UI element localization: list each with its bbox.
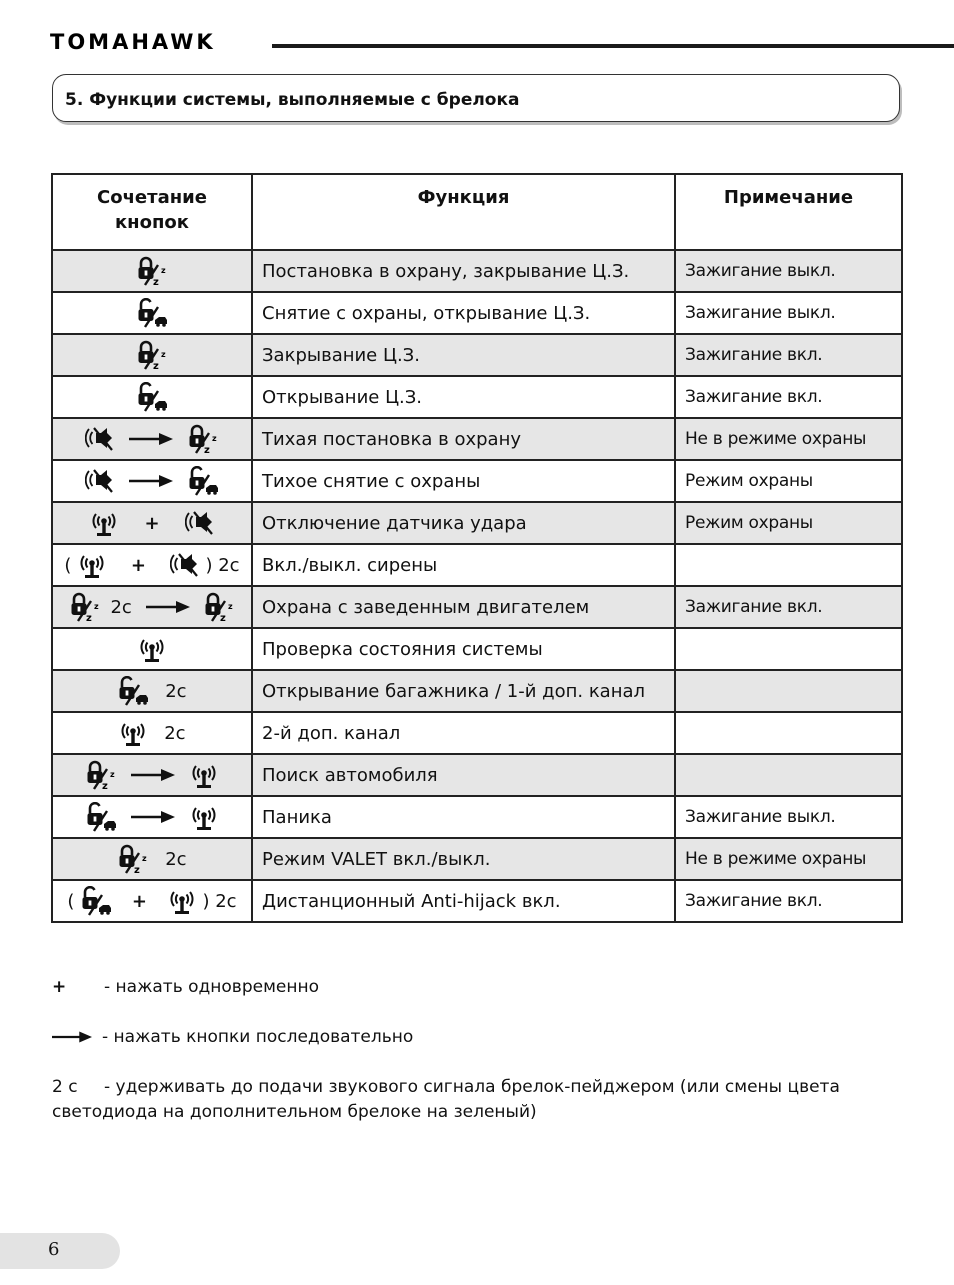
function-cell: Снятие с охраны, открывание Ц.З. [252, 292, 675, 334]
legend-hold-symbol: 2 с [52, 1077, 78, 1097]
note-cell: Зажигание выкл. [675, 796, 902, 838]
combo-cell [52, 838, 252, 880]
arrow-right-icon [129, 432, 173, 446]
header-combo: Сочетание кнопок [52, 174, 252, 250]
unlock-icon [85, 802, 117, 832]
unlock-icon [136, 382, 168, 412]
hold-label: 2с [110, 596, 132, 618]
antenna-icon [137, 634, 167, 664]
function-cell: Отключение датчика удара [252, 502, 675, 544]
hold-label: ) 2с [202, 890, 237, 912]
note-cell [675, 628, 902, 670]
note-cell: Зажигание вкл. [675, 376, 902, 418]
table-row [52, 376, 902, 418]
combo-cell [52, 586, 252, 628]
note-cell: Зажигание вкл. [675, 586, 902, 628]
plus-sign: + [131, 890, 148, 912]
lock-icon [136, 340, 168, 370]
unlock-icon [80, 886, 112, 916]
section-title: 5. Функции системы, выполняемые с брелока [65, 90, 520, 110]
note-cell [675, 670, 902, 712]
table-row [52, 628, 902, 670]
note-cell: Не в режиме охраны [675, 418, 902, 460]
function-cell: Дистанционный Anti-hijack вкл. [252, 880, 675, 922]
table-row [52, 418, 902, 460]
antenna-icon [167, 886, 197, 916]
function-cell: Проверка состояния системы [252, 628, 675, 670]
function-cell: Вкл./выкл. сирены [252, 544, 675, 586]
arrow-right-icon [131, 768, 175, 782]
lock-icon [136, 256, 168, 286]
legend-arrow [52, 1027, 413, 1047]
function-cell: Постановка в охрану, закрывание Ц.З. [252, 250, 675, 292]
legend-plus-text: - нажать одновременно [104, 977, 319, 997]
function-cell: Поиск автомобиля [252, 754, 675, 796]
lock-icon [187, 424, 219, 454]
combo-cell [52, 418, 252, 460]
combo-cell [52, 376, 252, 418]
plus-sign: + [144, 512, 160, 534]
mute-icon [85, 424, 115, 454]
table-row [52, 334, 902, 376]
note-cell: Зажигание вкл. [675, 880, 902, 922]
plus-sign: + [130, 554, 147, 576]
lock-icon [203, 592, 235, 622]
mute-icon [85, 466, 115, 496]
note-cell: Не в режиме охраны [675, 838, 902, 880]
function-cell: Охрана с заведенным двигателем [252, 586, 675, 628]
note-cell: Зажигание вкл. [675, 334, 902, 376]
combo-cell [52, 796, 252, 838]
open-paren: ( [64, 554, 72, 576]
table-row [52, 754, 902, 796]
antenna-icon [189, 802, 219, 832]
open-paren: ( [67, 890, 75, 912]
section-box [52, 74, 900, 122]
table-row [52, 460, 902, 502]
table-row [52, 670, 902, 712]
function-cell: Тихая постановка в охрану [252, 418, 675, 460]
function-cell: 2-й доп. канал [252, 712, 675, 754]
note-cell [675, 754, 902, 796]
combo-cell [52, 670, 252, 712]
mute-icon [170, 550, 200, 580]
legend-hold-text: - удерживать до подачи звукового сигнала брелок-пейджером (или смены цвета светодиода на дополнительном брелоке на зеленый) [52, 1077, 840, 1122]
combo-cell [52, 544, 252, 586]
function-cell: Режим VALET вкл./выкл. [252, 838, 675, 880]
note-cell: Режим охраны [675, 502, 902, 544]
combo-cell [52, 880, 252, 922]
unlock-icon [187, 466, 219, 496]
lock-icon [117, 844, 149, 874]
arrow-right-icon [52, 1030, 92, 1044]
table-row [52, 880, 902, 922]
combo-cell [52, 628, 252, 670]
brand-logo: TOMAHAWK [50, 30, 216, 54]
legend-plus [52, 977, 319, 997]
legend-plus-symbol: + [52, 977, 67, 997]
combo-cell [52, 250, 252, 292]
antenna-icon [89, 508, 119, 538]
header-rule [272, 44, 954, 48]
function-cell: Тихое снятие с охраны [252, 460, 675, 502]
mute-icon [185, 508, 215, 538]
arrow-right-icon [129, 474, 173, 488]
header-function: Функция [252, 174, 675, 250]
table-row [52, 292, 902, 334]
table-row [52, 712, 902, 754]
function-cell: Открывание багажника / 1-й доп. канал [252, 670, 675, 712]
table-row [52, 250, 902, 292]
antenna-icon [77, 550, 107, 580]
page-number-tab [0, 1233, 120, 1269]
note-cell [675, 544, 902, 586]
combo-cell [52, 292, 252, 334]
hold-label: 2с [165, 680, 187, 702]
unlock-icon [117, 676, 149, 706]
table-row [52, 502, 902, 544]
hold-label: 2с [164, 722, 186, 744]
combo-cell [52, 754, 252, 796]
legend-arrow-text: - нажать кнопки последовательно [102, 1027, 414, 1047]
hold-label: 2с [165, 848, 187, 870]
functions-table [51, 173, 903, 923]
table-header-row [52, 174, 902, 250]
lock-icon [85, 760, 117, 790]
combo-cell [52, 502, 252, 544]
table-row [52, 796, 902, 838]
page-number: 6 [48, 1239, 60, 1260]
note-cell: Режим охраны [675, 460, 902, 502]
note-cell [675, 712, 902, 754]
antenna-icon [189, 760, 219, 790]
lock-icon [69, 592, 101, 622]
function-cell: Закрывание Ц.З. [252, 334, 675, 376]
table-row [52, 586, 902, 628]
hold-label: ) 2с [205, 554, 240, 576]
note-cell: Зажигание выкл. [675, 292, 902, 334]
note-cell: Зажигание выкл. [675, 250, 902, 292]
legend-hold [52, 1075, 912, 1125]
table-row [52, 838, 902, 880]
antenna-icon [118, 718, 148, 748]
function-cell: Паника [252, 796, 675, 838]
header-note: Примечание [675, 174, 902, 250]
combo-cell [52, 334, 252, 376]
arrow-right-icon [131, 810, 175, 824]
combo-cell [52, 460, 252, 502]
arrow-right-icon [146, 600, 190, 614]
function-cell: Открывание Ц.З. [252, 376, 675, 418]
unlock-icon [136, 298, 168, 328]
combo-cell [52, 712, 252, 754]
table-row [52, 544, 902, 586]
